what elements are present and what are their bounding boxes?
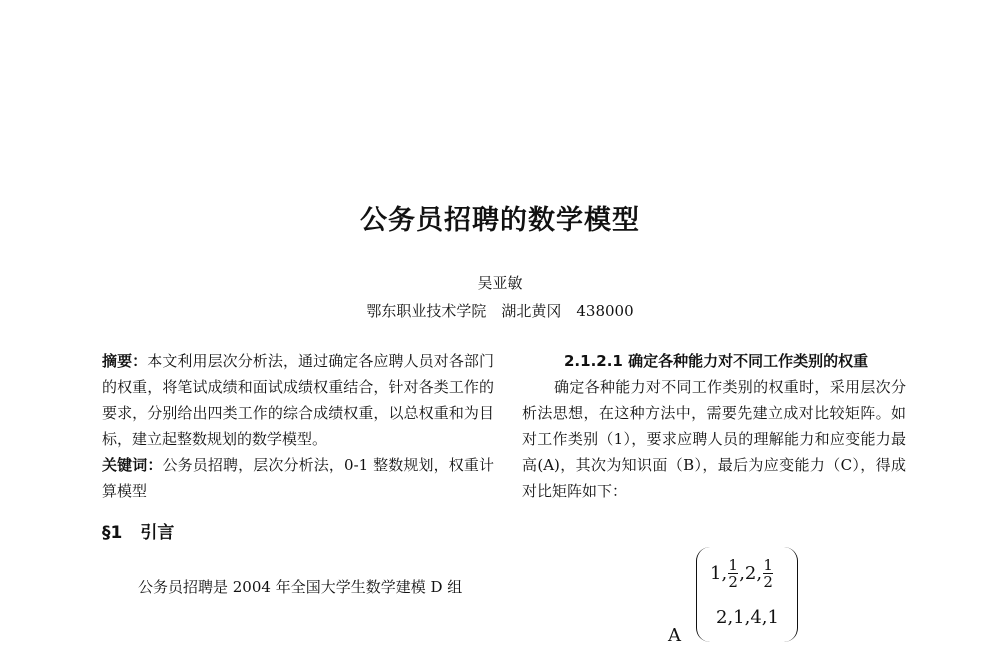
author-affiliation: 鄂东职业技术学院 湖北黄冈 438000	[366, 302, 634, 320]
matrix-entry: ,2,	[739, 563, 763, 584]
fraction-numerator: 1	[763, 556, 773, 574]
keywords-label: 关键词：	[102, 456, 163, 474]
matrix-fraction	[728, 557, 738, 590]
subsection-heading: 2.1.2.1 确定各种能力对不同工作类别的权重	[564, 352, 869, 370]
left-column	[102, 348, 494, 600]
fraction-denominator: 2	[763, 573, 773, 591]
body-paragraph: 确定各种能力对不同工作类别的权重时，采用层次分析法思想，在这种方法中，需要先建立成对比较矩阵。如对工作类别（1），要求应聘人员的理解能力和应变能力最高(A)，其次为知识面（B），最后为应变能力（C），得成对比矩阵如下：	[522, 378, 906, 500]
fraction-denominator: 2	[728, 573, 738, 591]
paper-title: 公务员招聘的数学模型	[360, 205, 640, 236]
author-name: 吴亚敏	[477, 274, 523, 292]
matrix-row-1	[710, 557, 774, 590]
matrix-row-2: 2,1,4,1	[716, 607, 779, 628]
abstract-text: 本文利用层次分析法，通过确定各应聘人员对各部门的权重，将笔试成绩和面试成绩权重结合，针对各类工作的要求，分别给出四类工作的综合成绩权重，以总权重和为目标，建立起整数规划的数学模型。	[102, 352, 494, 448]
keywords-text: 公务员招聘，层次分析法，0-1 整数规划，权重计算模型	[102, 456, 494, 500]
comparison-matrix	[668, 545, 808, 645]
matrix-lhs: A	[668, 625, 681, 646]
fraction-numerator: 1	[728, 556, 738, 574]
matrix-fraction	[763, 557, 773, 590]
abstract-label: 摘要：	[102, 352, 148, 370]
right-column	[522, 348, 906, 504]
intro-paragraph: 公务员招聘是 2004 年全国大学生数学建模 D 组	[138, 578, 463, 596]
matrix-entry: 1,	[710, 563, 728, 584]
abstract	[102, 348, 494, 452]
section-heading	[102, 520, 494, 546]
keywords	[102, 452, 494, 504]
section-number: §1	[102, 523, 123, 543]
section-title: 引言	[140, 523, 175, 543]
